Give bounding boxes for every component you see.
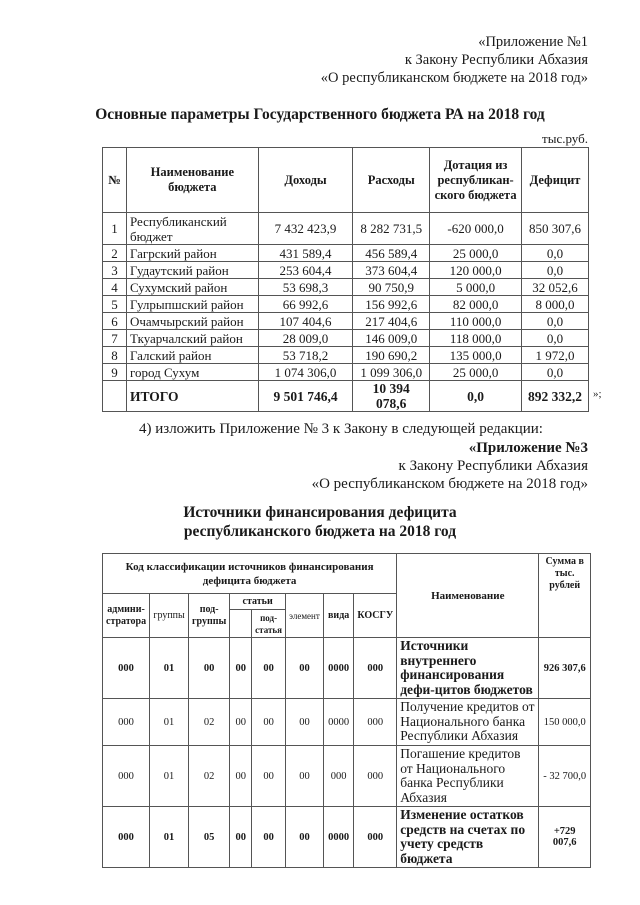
header-admin: админи-стратора <box>103 594 150 638</box>
total-number <box>103 381 127 412</box>
row-subsidy: 118 000,0 <box>430 330 522 347</box>
total-label: ИТОГО <box>126 381 258 412</box>
header-sum-text: Сумма в тыс. рублей <box>545 556 584 591</box>
code-group: 01 <box>150 699 189 746</box>
row-number: 2 <box>103 245 127 262</box>
row-expense: 156 992,6 <box>353 296 430 313</box>
code-subarticle: 00 <box>252 746 286 807</box>
code-kosgu: 000 <box>354 638 397 699</box>
appendix1-heading <box>321 33 588 87</box>
code-kind: 0000 <box>323 638 353 699</box>
appendix1-line1: «Приложение №1 <box>478 34 588 50</box>
code-subgroup: 05 <box>188 807 229 868</box>
row-number: 7 <box>103 330 127 347</box>
table2-title-line2: республиканского бюджета на 2018 год <box>183 523 457 540</box>
row-expense: 146 009,0 <box>353 330 430 347</box>
row-number: 4 <box>103 279 127 296</box>
row-expense: 8 282 731,5 <box>353 213 430 245</box>
source-sum: - 32 700,0 <box>539 746 591 807</box>
code-admin: 000 <box>103 807 150 868</box>
code-article: 00 <box>230 746 252 807</box>
header-subsidy: Дотация из республикан-ского бюджета <box>430 148 522 213</box>
row-expense: 90 750,9 <box>353 279 430 296</box>
code-subarticle: 00 <box>252 638 286 699</box>
deficit-financing-table <box>102 553 591 868</box>
row-deficit: 0,0 <box>522 245 589 262</box>
header-articles: статьи <box>230 594 286 610</box>
row-subsidy: 25 000,0 <box>430 364 522 381</box>
header-income: Доходы <box>258 148 353 213</box>
row-budget-name: Галский район <box>126 347 258 364</box>
appendix3-line3: «О республиканском бюджете на 2018 год» <box>311 476 588 492</box>
code-group: 01 <box>150 746 189 807</box>
row-deficit: 32 052,6 <box>522 279 589 296</box>
row-deficit: 0,0 <box>522 313 589 330</box>
table1-row <box>103 364 589 381</box>
code-kosgu: 000 <box>354 746 397 807</box>
row-subsidy: 110 000,0 <box>430 313 522 330</box>
header-element: элемент <box>286 594 324 638</box>
source-name: Источники внутреннего финансирования дефи-цитов бюджетов <box>397 638 539 699</box>
code-element: 00 <box>286 746 324 807</box>
total-expense: 10 394 078,6 <box>353 381 430 412</box>
source-name: Погашение кредитов от Национального банка Республики Абхазия <box>397 746 539 807</box>
row-budget-name: Очамчырский район <box>126 313 258 330</box>
table1-row <box>103 347 589 364</box>
header-kind: вида <box>323 594 353 638</box>
row-expense: 217 404,6 <box>353 313 430 330</box>
code-admin: 000 <box>103 638 150 699</box>
table1-row <box>103 313 589 330</box>
row-number: 5 <box>103 296 127 313</box>
header-subgroup: под-группы <box>188 594 229 638</box>
row-budget-name: Гулрыпшский район <box>126 296 258 313</box>
row-income: 28 009,0 <box>258 330 353 347</box>
code-subgroup: 00 <box>188 638 229 699</box>
budget-parameters-table <box>102 147 589 412</box>
source-name: Получение кредитов от Национального банка Республики Абхазия <box>397 699 539 746</box>
code-element: 00 <box>286 699 324 746</box>
row-expense: 373 604,4 <box>353 262 430 279</box>
table1-total-row <box>103 381 589 412</box>
header-group: группы <box>150 594 189 638</box>
code-kind: 000 <box>323 746 353 807</box>
code-subgroup: 02 <box>188 746 229 807</box>
row-deficit: 0,0 <box>522 262 589 279</box>
row-subsidy: 135 000,0 <box>430 347 522 364</box>
code-article: 00 <box>230 807 252 868</box>
row-number: 1 <box>103 213 127 245</box>
appendix3-line1: «Приложение №3 <box>468 440 588 456</box>
header-deficit: Дефицит <box>522 148 589 213</box>
row-budget-name: Республиканский бюджет <box>126 213 258 245</box>
table1-row <box>103 213 589 245</box>
row-deficit: 1 972,0 <box>522 347 589 364</box>
table1-row <box>103 296 589 313</box>
row-subsidy: 5 000,0 <box>430 279 522 296</box>
table2-header-row1 <box>103 554 591 594</box>
code-admin: 000 <box>103 746 150 807</box>
code-subarticle: 00 <box>252 699 286 746</box>
total-subsidy: 0,0 <box>430 381 522 412</box>
code-kosgu: 000 <box>354 807 397 868</box>
table1-row <box>103 330 589 347</box>
table2-title <box>0 503 640 541</box>
table1-closing-quote: »; <box>593 388 602 400</box>
table1-row <box>103 279 589 296</box>
row-expense: 456 589,4 <box>353 245 430 262</box>
header-classification-code: Код классификации источников финансирования дефицита бюджета <box>103 554 397 594</box>
code-group: 01 <box>150 638 189 699</box>
code-article: 00 <box>230 699 252 746</box>
row-budget-name: Гагрский район <box>126 245 258 262</box>
header-article <box>230 610 252 638</box>
instruction-text: 4) изложить Приложение № 3 к Закону в следующей редакции: <box>139 421 543 437</box>
table2-row <box>103 746 591 807</box>
code-kind: 0000 <box>323 807 353 868</box>
code-subgroup: 02 <box>188 699 229 746</box>
header-number: № <box>103 148 127 213</box>
header-subarticle: под-статья <box>252 610 286 638</box>
row-budget-name: Сухумский район <box>126 279 258 296</box>
row-number: 9 <box>103 364 127 381</box>
appendix3-line2: к Закону Республики Абхазия <box>398 458 588 474</box>
row-subsidy: -620 000,0 <box>430 213 522 245</box>
header-kosgu: КОСГУ <box>354 594 397 638</box>
row-income: 431 589,4 <box>258 245 353 262</box>
row-deficit: 850 307,6 <box>522 213 589 245</box>
code-subarticle: 00 <box>252 807 286 868</box>
header-expense: Расходы <box>353 148 430 213</box>
row-budget-name: Ткуарчалский район <box>126 330 258 347</box>
row-income: 253 604,4 <box>258 262 353 279</box>
row-subsidy: 82 000,0 <box>430 296 522 313</box>
table2-row <box>103 807 591 868</box>
code-admin: 000 <box>103 699 150 746</box>
source-sum: 926 307,6 <box>539 638 591 699</box>
table2-row <box>103 699 591 746</box>
row-budget-name: Гудаутский район <box>126 262 258 279</box>
code-element: 00 <box>286 638 324 699</box>
row-income: 107 404,6 <box>258 313 353 330</box>
code-element: 00 <box>286 807 324 868</box>
header-sum <box>539 554 591 638</box>
header-budget-name: Наименование бюджета <box>126 148 258 213</box>
total-income: 9 501 746,4 <box>258 381 353 412</box>
row-budget-name: город Сухум <box>126 364 258 381</box>
row-subsidy: 120 000,0 <box>430 262 522 279</box>
row-income: 1 074 306,0 <box>258 364 353 381</box>
row-deficit: 0,0 <box>522 330 589 347</box>
row-subsidy: 25 000,0 <box>430 245 522 262</box>
row-income: 66 992,6 <box>258 296 353 313</box>
row-deficit: 8 000,0 <box>522 296 589 313</box>
code-kosgu: 000 <box>354 699 397 746</box>
header-name: Наименование <box>397 554 539 638</box>
row-income: 7 432 423,9 <box>258 213 353 245</box>
table1-title: Основные параметры Государственного бюджета РА на 2018 год <box>95 106 545 123</box>
row-deficit: 0,0 <box>522 364 589 381</box>
source-sum: 150 000,0 <box>539 699 591 746</box>
total-deficit: 892 332,2 <box>522 381 589 412</box>
row-income: 53 718,2 <box>258 347 353 364</box>
code-article: 00 <box>230 638 252 699</box>
source-name: Изменение остатков средств на счетах по учету средств бюджета <box>397 807 539 868</box>
row-number: 3 <box>103 262 127 279</box>
code-kind: 0000 <box>323 699 353 746</box>
row-number: 8 <box>103 347 127 364</box>
table1-row <box>103 245 589 262</box>
appendix3-heading <box>312 439 588 493</box>
row-expense: 190 690,2 <box>353 347 430 364</box>
row-income: 53 698,3 <box>258 279 353 296</box>
appendix1-line3: «О республиканском бюджете на 2018 год» <box>320 70 588 86</box>
appendix1-line2: к Закону Республики Абхазия <box>404 52 588 68</box>
table1-row <box>103 262 589 279</box>
table2-title-line1: Источники финансирования дефицита <box>183 504 457 521</box>
table1-header-row <box>103 148 589 213</box>
table2-row <box>103 638 591 699</box>
code-group: 01 <box>150 807 189 868</box>
source-sum: +729 007,6 <box>539 807 591 868</box>
row-expense: 1 099 306,0 <box>353 364 430 381</box>
row-number: 6 <box>103 313 127 330</box>
table1-units: тыс.руб. <box>542 131 588 146</box>
